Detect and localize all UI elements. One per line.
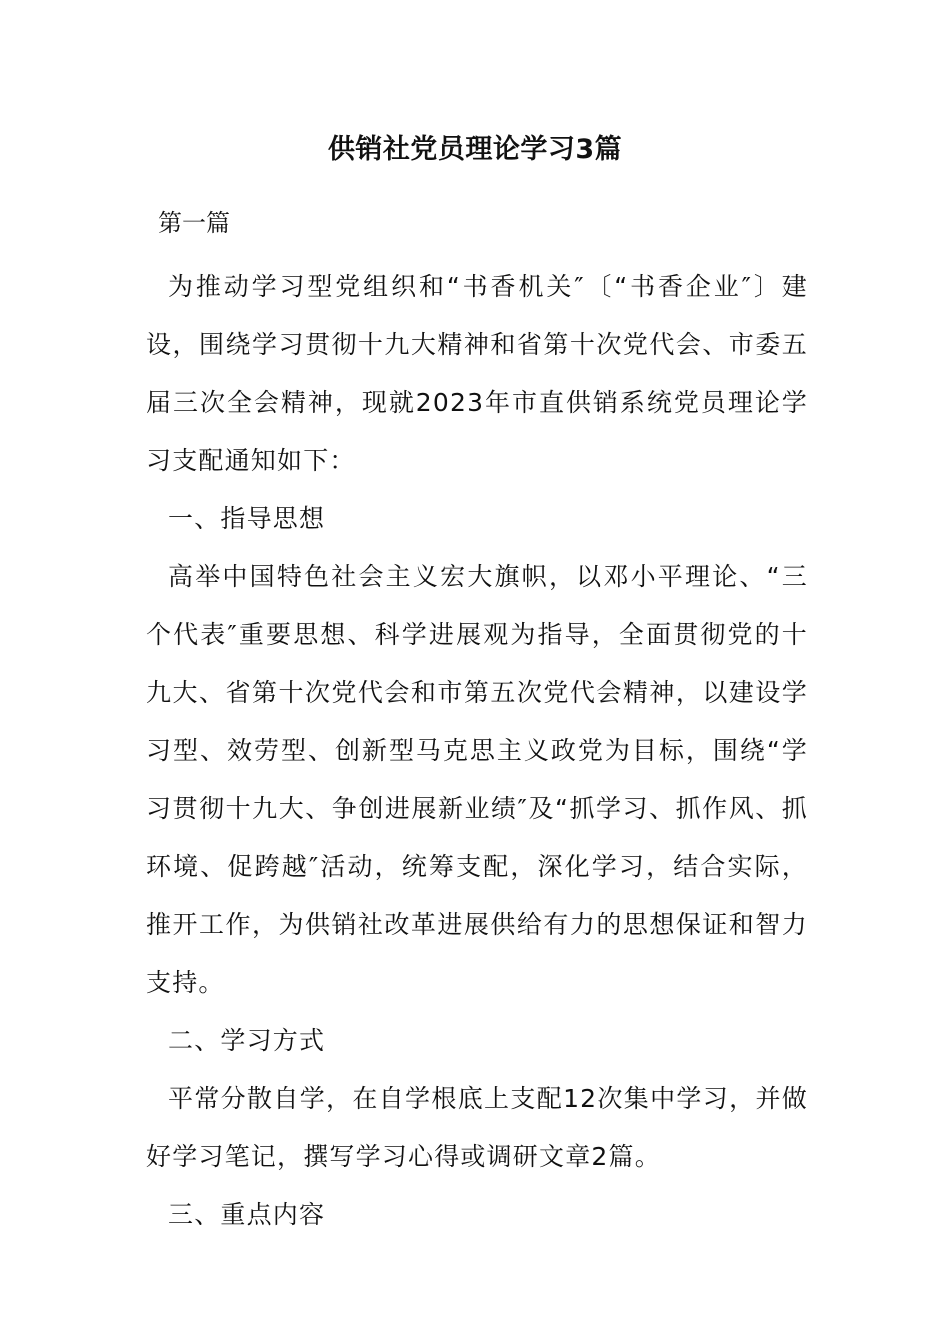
document-title: 供销社党员理论学习3篇 [327,134,623,165]
guiding-ideology-paragraph: 高举中国特色社会主义宏大旗帜，以邓小平理论、“三个代表″重要思想、科学进展观为指导，全面贯彻党的十九大、省第十次党代会和市第五次党代会精神，以建设学习型、效劳型、创新型马克思主义政党为目标，围绕“学习贯彻十九大、争创进展新业绩″及“抓学习、抓作风、抓环境、促跨越″活动，统筹支配，深化学习，结合实际，推开工作，为供销社改革进展供给有力的思想保证和智力支持。 [146,562,808,997]
study-method-paragraph: 平常分散自学，在自学根底上支配12次集中学习，并做好学习笔记，撰写学习心得或调研文章2篇。 [146,1084,808,1171]
heading-key-content: 三、重点内容 [168,1200,326,1229]
heading-study-method: 二、学习方式 [168,1026,326,1055]
heading-guiding-ideology: 一、指导思想 [168,504,326,533]
intro-paragraph: 为推动学习型党组织和“书香机关″〔“书香企业″〕建设，围绕学习贯彻十九大精神和省第十次党代会、市委五届三次全会精神，现就2023年市直供销系统党员理论学习支配通知如下： [146,272,808,475]
document-body [146,200,808,1244]
section-label: 第一篇 [158,209,230,237]
